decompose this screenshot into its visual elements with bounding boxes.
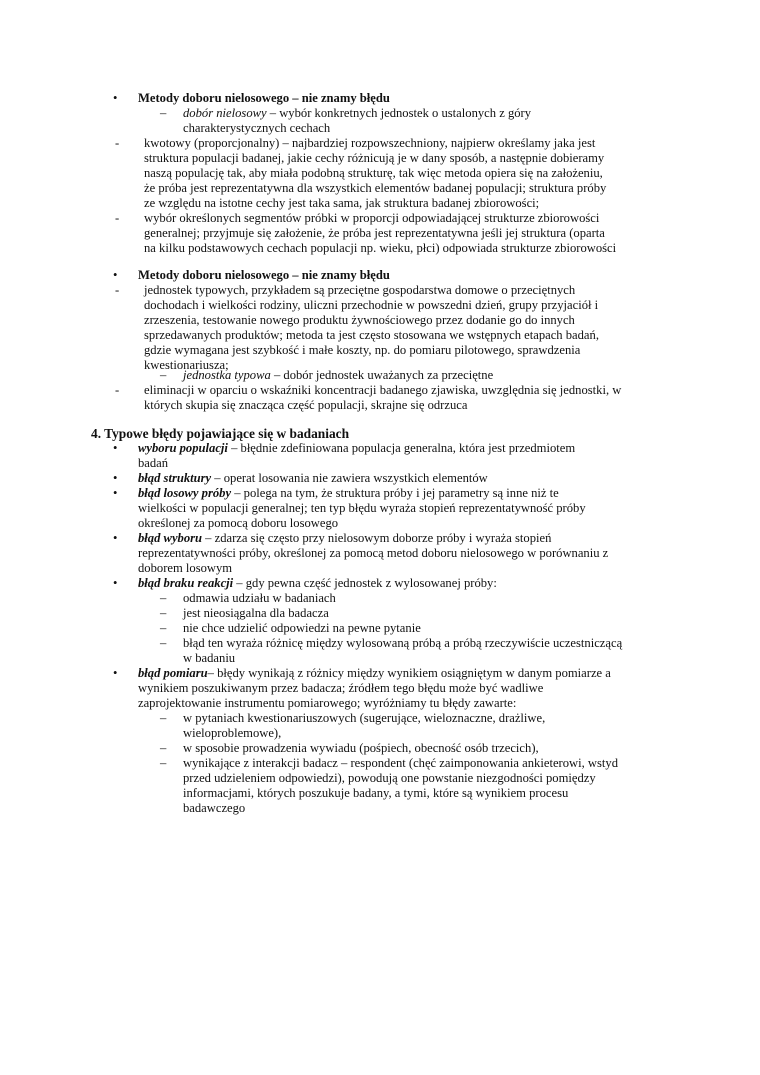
text-line: gdzie wymagana jest szybkość i małe koszty, np. do pomiaru pilotowego, sprawdzenia xyxy=(144,343,581,357)
text: – zdarza się często przy nielosowym doborze próby i wyraża stopień xyxy=(202,531,552,545)
term: dobór nielosowy xyxy=(183,106,267,120)
text-line: nie chce udzielić odpowiedzi na pewne pytanie xyxy=(183,621,421,635)
bullet-marker: • xyxy=(113,531,118,545)
sub-marker: – xyxy=(160,711,167,725)
text-line: sprzedawanych produktów; metoda ta jest często stosowana we wstępnych etapach badań, xyxy=(144,328,599,342)
text: – błędnie zdefiniowana populacja generalna, która jest przedmiotem xyxy=(227,441,576,455)
text-line: struktura populacji badanej, jakie cechy różnicują je w dany sposób, a następnie dobieramy xyxy=(144,151,605,165)
sub-marker: – xyxy=(160,756,167,770)
section-heading: 4. Typowe błędy pojawiające się w badaniach xyxy=(91,426,350,441)
bullet-marker: • xyxy=(113,268,118,282)
text-line: wybór określonych segmentów próbki w proporcji odpowiadającej strukturze zbiorowości xyxy=(144,211,600,225)
text-line: charakterystycznych cechach xyxy=(183,121,331,135)
text-line: wynikające z interakcji badacz – respondent (chęć zaimponowania ankieterowi, wstyd xyxy=(183,756,619,770)
text-line: generalnej; przyjmuje się założenie, że próba jest reprezentatywna jeśli jej struktura (oparta xyxy=(144,226,605,240)
bullet-marker: • xyxy=(113,441,118,455)
list-item xyxy=(138,531,551,546)
bullet-marker: • xyxy=(113,471,118,485)
text-line: eliminacji w oparciu o wskaźniki koncentracji badanego zjawiska, uwzględnia się jednostki, w xyxy=(144,383,622,397)
list-item xyxy=(183,106,531,121)
term: błąd pomiaru xyxy=(138,666,208,680)
sub-marker: – xyxy=(160,591,167,605)
text-line: dochodach i wielkości rodziny, uliczni przechodnie w powszedni dzień, grupy przyjaciół i xyxy=(144,298,599,312)
text-line: których skupia się znacząca część populacji, skrajne się odrzuca xyxy=(144,398,468,412)
text: – wybór konkretnych jednostek o ustalonych z góry xyxy=(266,106,532,120)
text-line: błąd ten wyraża różnicę między wylosowaną próbą a próbą rzeczywiście uczestniczącą xyxy=(183,636,623,650)
sub-marker: – xyxy=(160,368,167,382)
term: błąd braku reakcji xyxy=(138,576,234,590)
text: – błędy wynikają z różnicy między wynikiem osiągniętym w danym pomiarze a xyxy=(207,666,611,680)
dash-marker: - xyxy=(115,283,120,297)
text-line: kwotowy (proporcjonalny) – najbardziej rozpowszechniony, najpierw określamy jaka jest xyxy=(144,136,596,150)
list-item xyxy=(138,666,611,681)
text-line: zaprojektowanie instrumentu pomiarowego; wyróżniamy tu błędy zawarte: xyxy=(138,696,517,710)
text-line: w badaniu xyxy=(183,651,236,665)
term: błąd losowy próby xyxy=(138,486,232,500)
bullet-marker: • xyxy=(113,576,118,590)
text: – gdy pewna część jednostek z wylosowanej próby: xyxy=(233,576,497,590)
sub-marker: – xyxy=(160,621,167,635)
text-line: ze względu na istotne cechy jest taka sama, jak struktura badanej zbiorowości; xyxy=(144,196,540,210)
text-line: wynikiem poszukiwanym przez badacza; źródłem tego błędu może być wadliwe xyxy=(138,681,544,695)
text-line: jednostek typowych, przykładem są przeciętne gospodarstwa domowe o przeciętnych xyxy=(144,283,576,297)
text: – polega na tym, że struktura próby i jej parametry są inne niż te xyxy=(231,486,559,500)
sub-marker: – xyxy=(160,106,167,120)
section-heading: Metody doboru nielosowego – nie znamy błędu xyxy=(138,91,390,105)
text-line: reprezentatywności próby, określonej za pomocą metod doboru nielosowego w porównaniu z xyxy=(138,546,609,560)
text-line: wieloproblemowe), xyxy=(183,726,282,740)
list-item xyxy=(138,576,497,591)
text-line: określonej za pomocą doboru losowego xyxy=(138,516,339,530)
text-line: kwestionariusza; xyxy=(144,358,229,372)
bullet-marker: • xyxy=(113,666,118,680)
text-line: w pytaniach kwestionariuszowych (sugerujące, wieloznaczne, drażliwe, xyxy=(183,711,546,725)
term: jednostka typowa xyxy=(183,368,271,382)
term: błąd struktury xyxy=(138,471,212,485)
text-line: badań xyxy=(138,456,169,470)
text-line: na kilku podstawowych cechach populacji np. wieku, płci) odpowiada strukturze zbiorowości xyxy=(144,241,617,255)
bullet-marker: • xyxy=(113,91,118,105)
text-line: doborem losowym xyxy=(138,561,233,575)
text-line: odmawia udziału w badaniach xyxy=(183,591,336,605)
text-line: że próba jest reprezentatywna dla wszystkich elementów badanej populacji; struktura próby xyxy=(144,181,607,195)
list-item xyxy=(183,368,493,383)
section-heading: Metody doboru nielosowego – nie znamy błędu xyxy=(138,268,390,282)
list-item xyxy=(138,471,488,486)
text-line: przed udzieleniem odpowiedzi), powodują one powstanie niezgodności pomiędzy xyxy=(183,771,596,785)
bullet-marker: • xyxy=(113,486,118,500)
text-line: w sposobie prowadzenia wywiadu (pośpiech, obecność osób trzecich), xyxy=(183,741,539,755)
term: błąd wyboru xyxy=(138,531,203,545)
text: – dobór jednostek uważanych za przeciętne xyxy=(270,368,494,382)
list-item xyxy=(138,441,575,456)
text-line: badawczego xyxy=(183,801,246,815)
sub-marker: – xyxy=(160,636,167,650)
list-item xyxy=(138,486,559,501)
dash-marker: - xyxy=(115,383,120,397)
text: – operat losowania nie zawiera wszystkich elementów xyxy=(211,471,488,485)
dash-marker: - xyxy=(115,211,120,225)
text-line: informacjami, których poszukuje badany, a tymi, które są wynikiem procesu xyxy=(183,786,569,800)
text-line: zrzeszenia, testowanie nowego produktu żywnościowego przez dodanie go do innych xyxy=(144,313,575,327)
term: wyboru populacji xyxy=(138,441,228,455)
text-line: wielkości w populacji generalnej; ten typ błędu wyraża stopień reprezentatywność próby xyxy=(138,501,586,515)
sub-marker: – xyxy=(160,741,167,755)
text-line: naszą populację tak, aby miała podobną strukturę, tak więc metoda opiera się na założeniu, xyxy=(144,166,603,180)
dash-marker: - xyxy=(115,136,120,150)
text-line: jest nieosiągalna dla badacza xyxy=(183,606,329,620)
sub-marker: – xyxy=(160,606,167,620)
